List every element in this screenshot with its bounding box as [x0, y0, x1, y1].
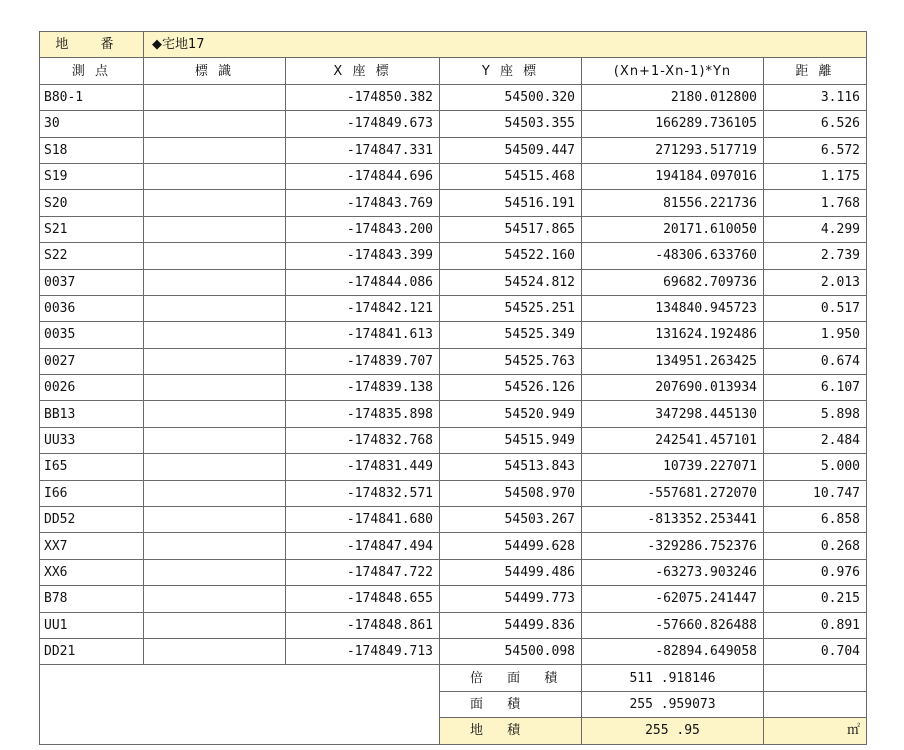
- row-marker: [144, 480, 286, 506]
- table-row: [40, 269, 867, 295]
- row-distance: 6.572: [764, 137, 867, 163]
- row-point: DD52: [40, 507, 144, 533]
- header-x: X 座 標: [286, 58, 440, 84]
- table-row: [40, 295, 867, 321]
- row-marker: [144, 137, 286, 163]
- row-marker: [144, 375, 286, 401]
- row-point: 0036: [40, 295, 144, 321]
- row-y-coordinate: 54499.486: [440, 559, 582, 585]
- row-product: -813352.253441: [582, 507, 764, 533]
- row-product: 347298.445130: [582, 401, 764, 427]
- row-y-coordinate: 54499.836: [440, 612, 582, 638]
- row-x-coordinate: -174843.399: [286, 243, 440, 269]
- row-x-coordinate: -174842.121: [286, 295, 440, 321]
- row-product: 69682.709736: [582, 269, 764, 295]
- row-marker: [144, 638, 286, 664]
- row-product: 131624.192486: [582, 322, 764, 348]
- row-marker: [144, 84, 286, 110]
- row-point: S18: [40, 137, 144, 163]
- row-distance: 6.526: [764, 111, 867, 137]
- table-row: [40, 559, 867, 585]
- row-y-coordinate: 54515.949: [440, 427, 582, 453]
- row-distance: 2.013: [764, 269, 867, 295]
- row-y-coordinate: 54503.355: [440, 111, 582, 137]
- row-product: 10739.227071: [582, 454, 764, 480]
- row-x-coordinate: -174831.449: [286, 454, 440, 480]
- row-y-coordinate: 54509.447: [440, 137, 582, 163]
- row-point: S19: [40, 163, 144, 189]
- column-header-row: [40, 58, 867, 84]
- row-point: DD21: [40, 638, 144, 664]
- row-product: -82894.649058: [582, 638, 764, 664]
- row-marker: [144, 586, 286, 612]
- row-point: S21: [40, 216, 144, 242]
- row-x-coordinate: -174843.200: [286, 216, 440, 242]
- row-point: 0037: [40, 269, 144, 295]
- table-row: [40, 190, 867, 216]
- row-product: 20171.610050: [582, 216, 764, 242]
- row-point: UU33: [40, 427, 144, 453]
- header-y: Y 座 標: [440, 58, 582, 84]
- row-marker: [144, 216, 286, 242]
- lot-area-unit: ㎡: [846, 723, 860, 739]
- header-formula: (Xn+1-Xn-1)*Yn: [582, 58, 764, 84]
- row-distance: 0.891: [764, 612, 867, 638]
- lot-number-value: ◆宅地17: [144, 32, 867, 58]
- row-distance: 0.215: [764, 586, 867, 612]
- row-y-coordinate: 54517.865: [440, 216, 582, 242]
- row-distance: 0.674: [764, 348, 867, 374]
- row-x-coordinate: -174847.494: [286, 533, 440, 559]
- header-point: 測 点: [40, 58, 144, 84]
- area-unit-cell: [764, 691, 867, 717]
- row-product: 166289.736105: [582, 111, 764, 137]
- table-row: [40, 533, 867, 559]
- table-row: [40, 322, 867, 348]
- row-x-coordinate: -174835.898: [286, 401, 440, 427]
- row-x-coordinate: -174844.696: [286, 163, 440, 189]
- table-row: [40, 638, 867, 664]
- row-point: B80-1: [40, 84, 144, 110]
- table-row: [40, 375, 867, 401]
- row-distance: 4.299: [764, 216, 867, 242]
- row-marker: [144, 163, 286, 189]
- row-x-coordinate: -174832.768: [286, 427, 440, 453]
- row-product: -62075.241447: [582, 586, 764, 612]
- row-marker: [144, 243, 286, 269]
- row-distance: 3.116: [764, 84, 867, 110]
- row-marker: [144, 295, 286, 321]
- lot-area-unit-cell: [764, 718, 867, 744]
- row-x-coordinate: -174850.382: [286, 84, 440, 110]
- row-x-coordinate: -174848.655: [286, 586, 440, 612]
- table-row: [40, 401, 867, 427]
- row-x-coordinate: -174849.673: [286, 111, 440, 137]
- row-x-coordinate: -174844.086: [286, 269, 440, 295]
- coordinate-table: [39, 31, 867, 745]
- row-point: S20: [40, 190, 144, 216]
- row-x-coordinate: -174847.331: [286, 137, 440, 163]
- header-marker: 標 識: [144, 58, 286, 84]
- row-y-coordinate: 54525.349: [440, 322, 582, 348]
- row-y-coordinate: 54526.126: [440, 375, 582, 401]
- row-point: BB13: [40, 401, 144, 427]
- row-point: XX7: [40, 533, 144, 559]
- row-product: 2180.012800: [582, 84, 764, 110]
- table-row: [40, 507, 867, 533]
- double-area-value: 511 .918146: [582, 665, 764, 691]
- summary-blank-area: [40, 665, 440, 744]
- row-product: 81556.221736: [582, 190, 764, 216]
- row-marker: [144, 454, 286, 480]
- row-distance: 0.704: [764, 638, 867, 664]
- row-point: I66: [40, 480, 144, 506]
- row-y-coordinate: 54524.812: [440, 269, 582, 295]
- row-y-coordinate: 54522.160: [440, 243, 582, 269]
- row-distance: 1.950: [764, 322, 867, 348]
- row-distance: 5.000: [764, 454, 867, 480]
- row-point: B78: [40, 586, 144, 612]
- table-row: [40, 163, 867, 189]
- row-product: -557681.272070: [582, 480, 764, 506]
- row-point: I65: [40, 454, 144, 480]
- row-product: 134951.263425: [582, 348, 764, 374]
- table-row: [40, 427, 867, 453]
- row-y-coordinate: 54499.628: [440, 533, 582, 559]
- row-distance: 6.107: [764, 375, 867, 401]
- row-y-coordinate: 54508.970: [440, 480, 582, 506]
- table-row: [40, 586, 867, 612]
- row-x-coordinate: -174848.861: [286, 612, 440, 638]
- row-distance: 0.976: [764, 559, 867, 585]
- row-marker: [144, 401, 286, 427]
- row-product: 134840.945723: [582, 295, 764, 321]
- row-product: 207690.013934: [582, 375, 764, 401]
- row-product: -48306.633760: [582, 243, 764, 269]
- table-row: [40, 84, 867, 110]
- row-product: -57660.826488: [582, 612, 764, 638]
- row-x-coordinate: -174849.713: [286, 638, 440, 664]
- row-y-coordinate: 54525.763: [440, 348, 582, 374]
- header-distance: 距 離: [764, 58, 867, 84]
- row-y-coordinate: 54525.251: [440, 295, 582, 321]
- row-distance: 10.747: [764, 480, 867, 506]
- table-row: [40, 480, 867, 506]
- table-row: [40, 348, 867, 374]
- row-x-coordinate: -174839.707: [286, 348, 440, 374]
- row-x-coordinate: -174841.613: [286, 322, 440, 348]
- row-y-coordinate: 54499.773: [440, 586, 582, 612]
- double-area-unit-cell: [764, 665, 867, 691]
- table-row: [40, 216, 867, 242]
- row-product: 242541.457101: [582, 427, 764, 453]
- row-distance: 0.268: [764, 533, 867, 559]
- row-distance: 2.739: [764, 243, 867, 269]
- row-marker: [144, 190, 286, 216]
- row-y-coordinate: 54500.320: [440, 84, 582, 110]
- row-product: 271293.517719: [582, 137, 764, 163]
- summary-row-double-area: [40, 665, 867, 691]
- row-point: XX6: [40, 559, 144, 585]
- row-x-coordinate: -174841.680: [286, 507, 440, 533]
- row-x-coordinate: -174839.138: [286, 375, 440, 401]
- area-label: 面 積: [440, 691, 582, 717]
- row-distance: 6.858: [764, 507, 867, 533]
- row-x-coordinate: -174843.769: [286, 190, 440, 216]
- table-row: [40, 111, 867, 137]
- row-distance: 2.484: [764, 427, 867, 453]
- row-distance: 1.175: [764, 163, 867, 189]
- survey-coordinate-sheet: [39, 31, 866, 745]
- row-y-coordinate: 54515.468: [440, 163, 582, 189]
- lot-number-row: [40, 32, 867, 58]
- row-point: UU1: [40, 612, 144, 638]
- row-product: -329286.752376: [582, 533, 764, 559]
- row-y-coordinate: 54503.267: [440, 507, 582, 533]
- row-marker: [144, 322, 286, 348]
- row-marker: [144, 111, 286, 137]
- row-marker: [144, 507, 286, 533]
- row-point: S22: [40, 243, 144, 269]
- row-distance: 0.517: [764, 295, 867, 321]
- row-y-coordinate: 54520.949: [440, 401, 582, 427]
- lot-number-label: 地 番: [40, 32, 144, 58]
- row-y-coordinate: 54513.843: [440, 454, 582, 480]
- row-point: 0026: [40, 375, 144, 401]
- row-point: 0027: [40, 348, 144, 374]
- row-x-coordinate: -174832.571: [286, 480, 440, 506]
- area-value: 255 .959073: [582, 691, 764, 717]
- row-product: 194184.097016: [582, 163, 764, 189]
- lot-area-value: 255 .95: [582, 718, 764, 744]
- table-row: [40, 454, 867, 480]
- row-marker: [144, 559, 286, 585]
- table-row: [40, 243, 867, 269]
- table-row: [40, 137, 867, 163]
- lot-area-label: 地 積: [440, 718, 582, 744]
- row-marker: [144, 533, 286, 559]
- row-point: 30: [40, 111, 144, 137]
- row-y-coordinate: 54500.098: [440, 638, 582, 664]
- row-point: 0035: [40, 322, 144, 348]
- table-row: [40, 612, 867, 638]
- row-distance: 1.768: [764, 190, 867, 216]
- row-x-coordinate: -174847.722: [286, 559, 440, 585]
- row-product: -63273.903246: [582, 559, 764, 585]
- row-marker: [144, 612, 286, 638]
- row-marker: [144, 427, 286, 453]
- row-marker: [144, 269, 286, 295]
- row-marker: [144, 348, 286, 374]
- row-distance: 5.898: [764, 401, 867, 427]
- row-y-coordinate: 54516.191: [440, 190, 582, 216]
- double-area-label: 倍 面 積: [440, 665, 582, 691]
